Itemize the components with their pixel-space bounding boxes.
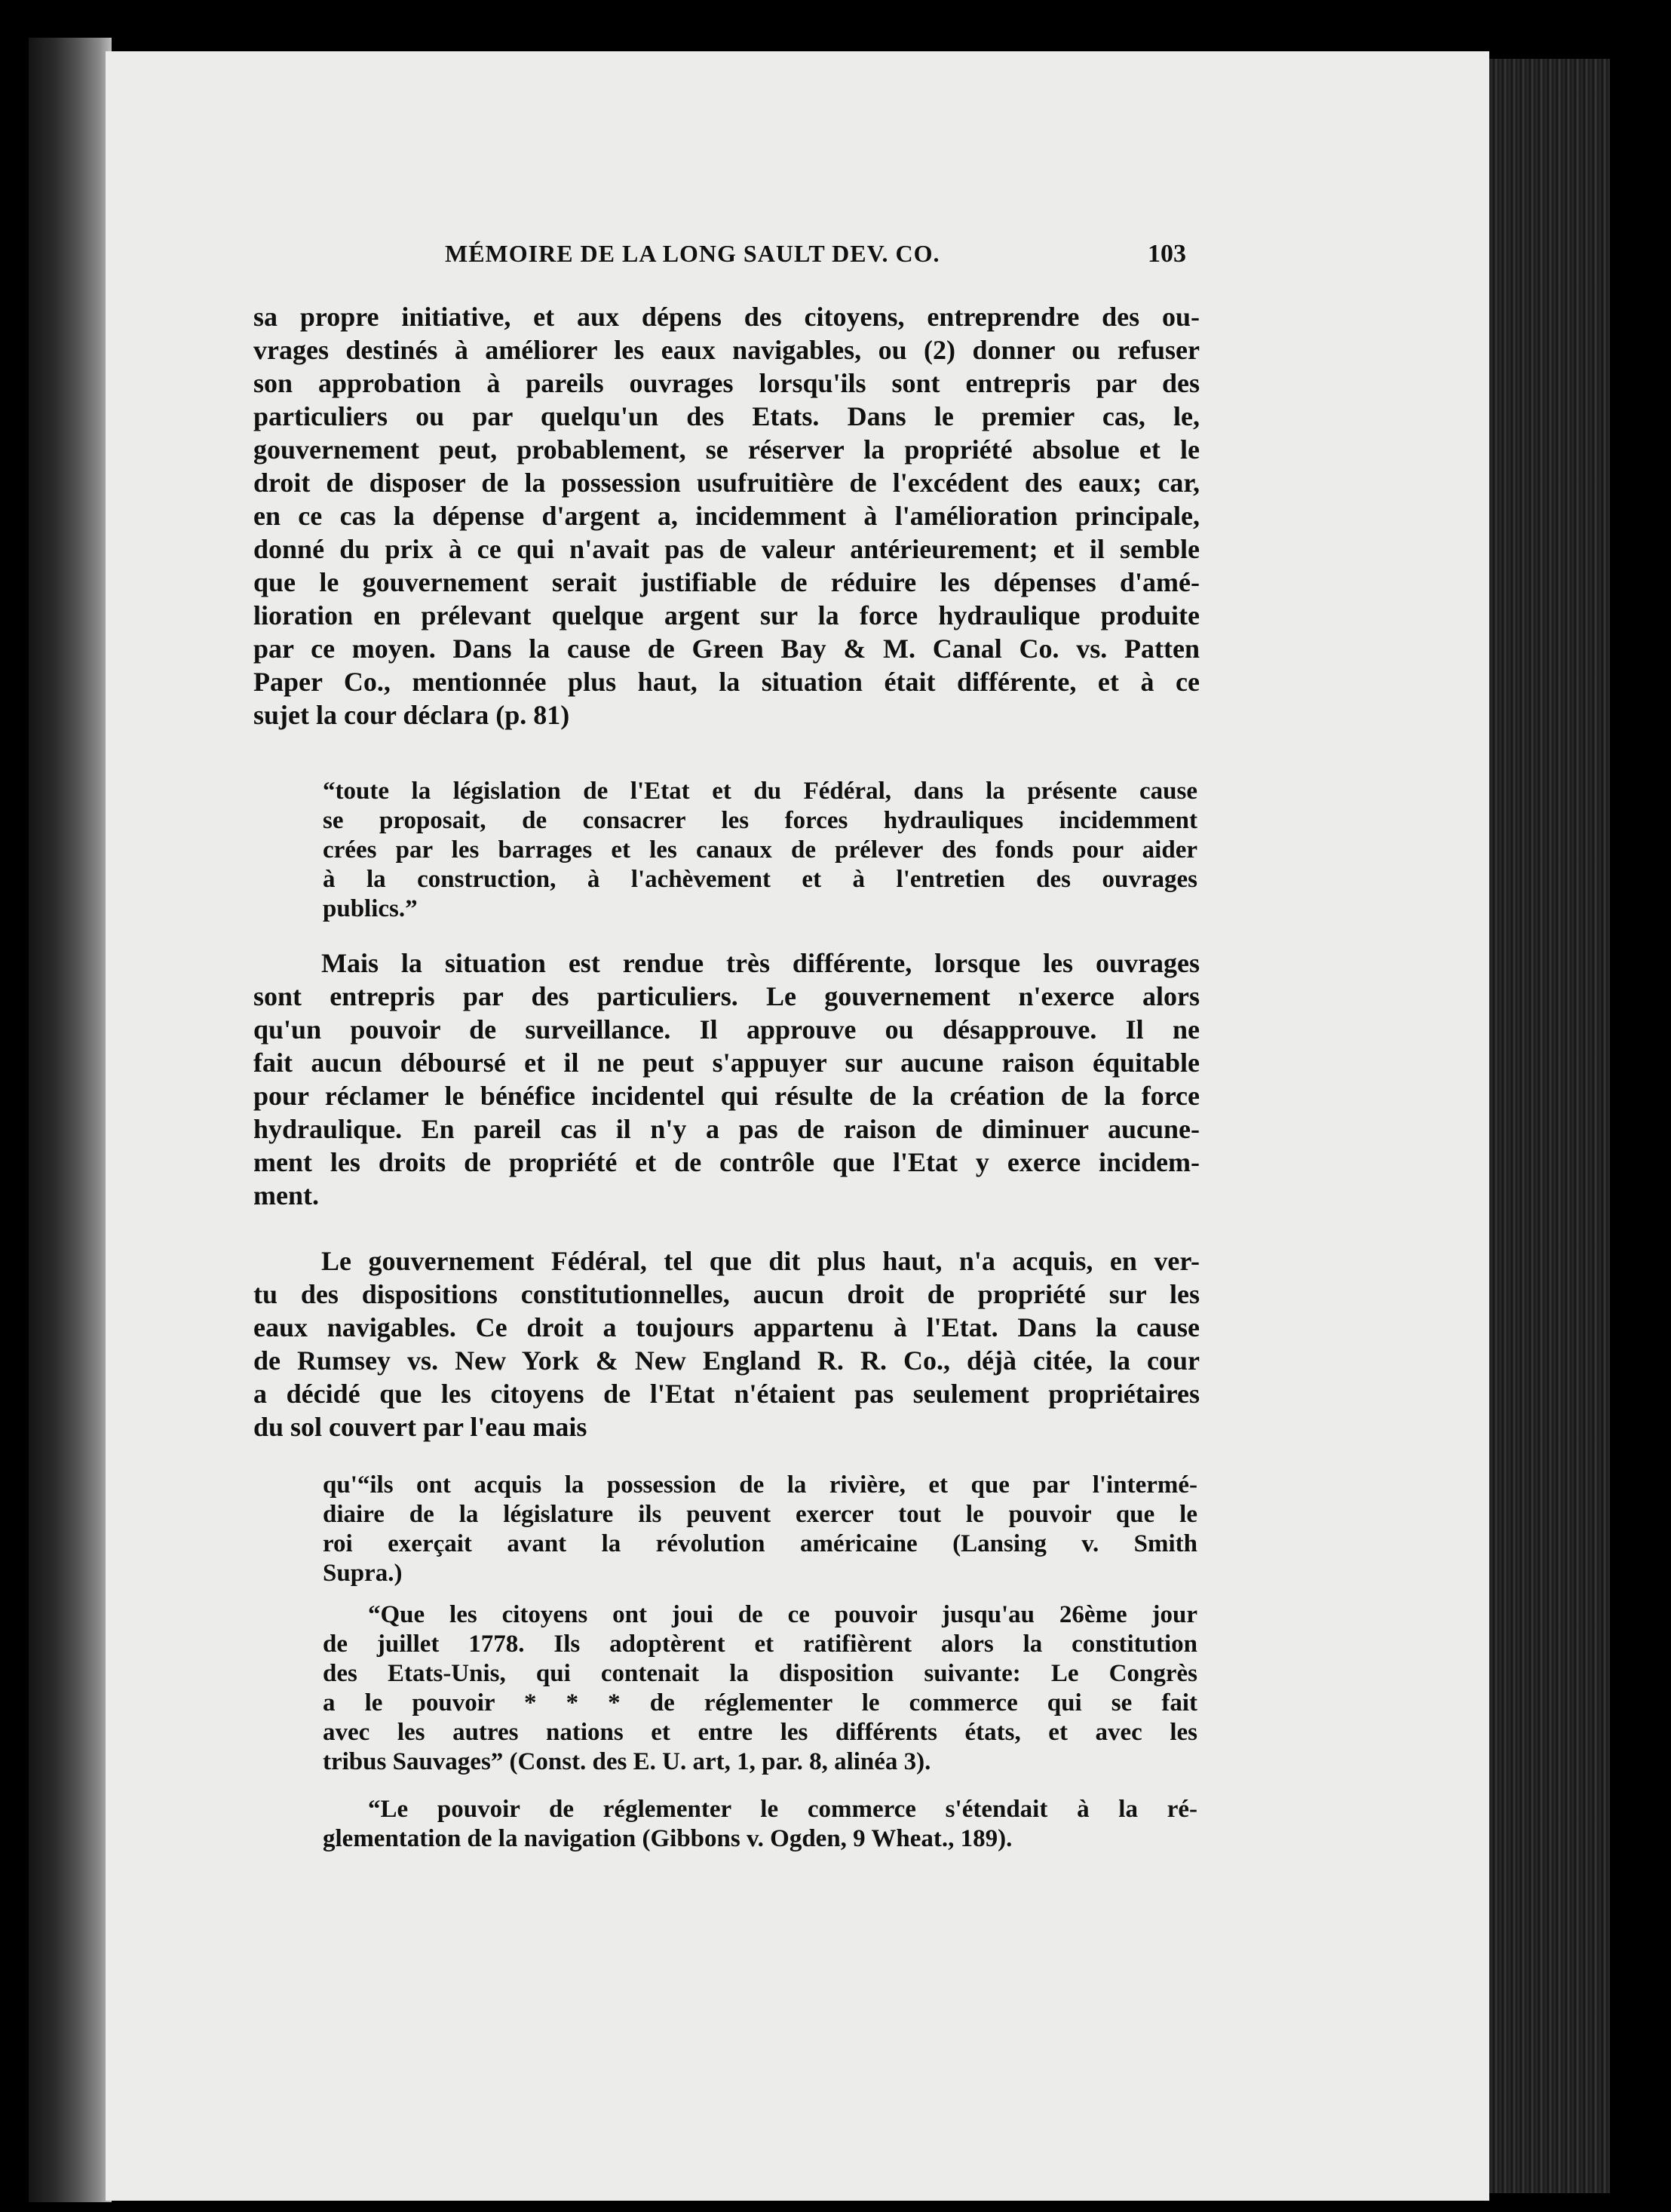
block-quote-1 — [323, 777, 1197, 924]
text-line: son approbation à pareils ouvrages lorsqu'ils sont entrepris par des — [253, 368, 1200, 398]
text-line: ment les droits de propriété et de contrôle que l'Etat y exerce incidem- — [253, 1147, 1200, 1177]
text-line: particuliers ou par quelqu'un des Etats. Dans le premier cas, le, — [253, 401, 1200, 431]
book-page-edges-right — [1489, 59, 1610, 2193]
quote-line: publics.” — [323, 895, 418, 922]
text-line: en ce cas la dépense d'argent a, incidemment à l'amélioration principale, — [253, 501, 1200, 531]
paragraph-1 — [253, 300, 1200, 732]
text-line: tu des dispositions constitutionnelles, aucun droit de propriété sur les — [253, 1279, 1200, 1309]
book-binding-left — [29, 38, 112, 2202]
quote-line: qu'“ils ont acquis la possession de la rivière, et que par l'intermé- — [323, 1471, 1197, 1499]
quote-line: à la construction, à l'achèvement et à l'entretien des ouvrages — [323, 866, 1197, 893]
running-head: MÉMOIRE DE LA LONG SAULT DEV. CO. — [445, 240, 940, 267]
text-line: sujet la cour déclara (p. 81) — [253, 700, 570, 730]
text-line: Mais la situation est rendue très différente, lorsque les ouvrages — [321, 948, 1200, 978]
quote-line: avec les autres nations et entre les différents états, et avec les — [323, 1719, 1197, 1746]
text-line: eaux navigables. Ce droit a toujours appartenu à l'Etat. Dans la cause — [253, 1312, 1200, 1342]
quote-line: des Etats-Unis, qui contenait la disposition suivante: Le Congrès — [323, 1660, 1197, 1687]
text-line: fait aucun déboursé et il ne peut s'appuyer sur aucune raison équitable — [253, 1048, 1200, 1078]
text-line: pour réclamer le bénéfice incidentel qui résulte de la création de la force — [253, 1081, 1200, 1111]
quote-line: Supra.) — [323, 1560, 403, 1587]
text-line: ment. — [253, 1180, 319, 1210]
quote-line: “Le pouvoir de réglementer le commerce s'étendait à la ré- — [368, 1796, 1197, 1823]
text-line: sont entrepris par des particuliers. Le gouvernement n'exerce alors — [253, 981, 1200, 1011]
text-line: gouvernement peut, probablement, se réserver la propriété absolue et le — [253, 434, 1200, 465]
text-line: vrages destinés à améliorer les eaux navigables, ou (2) donner ou refuser — [253, 335, 1200, 365]
page-number: 103 — [1148, 240, 1186, 268]
quote-line: “toute la législation de l'Etat et du Fédéral, dans la présente cause — [323, 778, 1197, 805]
text-line: lioration en prélevant quelque argent sur la force hydraulique produite — [253, 600, 1200, 630]
quote-line: “Que les citoyens ont joui de ce pouvoir jusqu'au 26ème jour — [368, 1601, 1197, 1628]
text-line: par ce moyen. Dans la cause de Green Bay & M. Canal Co. vs. Patten — [253, 634, 1200, 664]
quote-line: glementation de la navigation (Gibbons v. Ogden, 9 Wheat., 189). — [323, 1825, 1013, 1852]
text-line: que le gouvernement serait justifiable de réduire les dépenses d'amé- — [253, 567, 1200, 597]
quote-line: diaire de la législature ils peuvent exercer tout le pouvoir que le — [323, 1501, 1197, 1528]
quote-line: a le pouvoir * * * de réglementer le commerce qui se fait — [323, 1689, 1197, 1717]
text-line: qu'un pouvoir de surveillance. Il approuve ou désapprouve. Il ne — [253, 1014, 1200, 1045]
block-quote-2 — [323, 1471, 1197, 1588]
text-line: sa propre initiative, et aux dépens des citoyens, entreprendre des ou- — [253, 302, 1200, 332]
quote-line: de juillet 1778. Ils adoptèrent et ratifièrent alors la constitution — [323, 1631, 1197, 1658]
paragraph-2 — [253, 946, 1200, 1212]
text-line: a décidé que les citoyens de l'Etat n'étaient pas seulement propriétaires — [253, 1379, 1200, 1409]
quote-line: se proposait, de consacrer les forces hydrauliques incidemment — [323, 807, 1197, 834]
paragraph-3 — [253, 1244, 1200, 1443]
block-quote-4 — [323, 1795, 1197, 1854]
quote-line: crées par les barrages et les canaux de prélever des fonds pour aider — [323, 836, 1197, 864]
quote-line: roi exerçait avant la révolution américaine (Lansing v. Smith — [323, 1530, 1197, 1557]
text-line: Paper Co., mentionnée plus haut, la situation était différente, et à ce — [253, 667, 1200, 697]
block-quote-3 — [323, 1600, 1197, 1777]
text-line: droit de disposer de la possession usufruitière de l'excédent des eaux; car, — [253, 468, 1200, 498]
text-line: donné du prix à ce qui n'avait pas de valeur antérieurement; et il semble — [253, 534, 1200, 564]
text-line: Le gouvernement Fédéral, tel que dit plus haut, n'a acquis, en ver- — [321, 1246, 1200, 1276]
text-line: hydraulique. En pareil cas il n'y a pas de raison de diminuer aucune- — [253, 1114, 1200, 1144]
text-line: du sol couvert par l'eau mais — [253, 1412, 587, 1442]
text-line: de Rumsey vs. New York & New England R. R. Co., déjà citée, la cour — [253, 1345, 1200, 1376]
quote-line: tribus Sauvages” (Const. des E. U. art, 1, par. 8, alinéa 3). — [323, 1748, 931, 1775]
